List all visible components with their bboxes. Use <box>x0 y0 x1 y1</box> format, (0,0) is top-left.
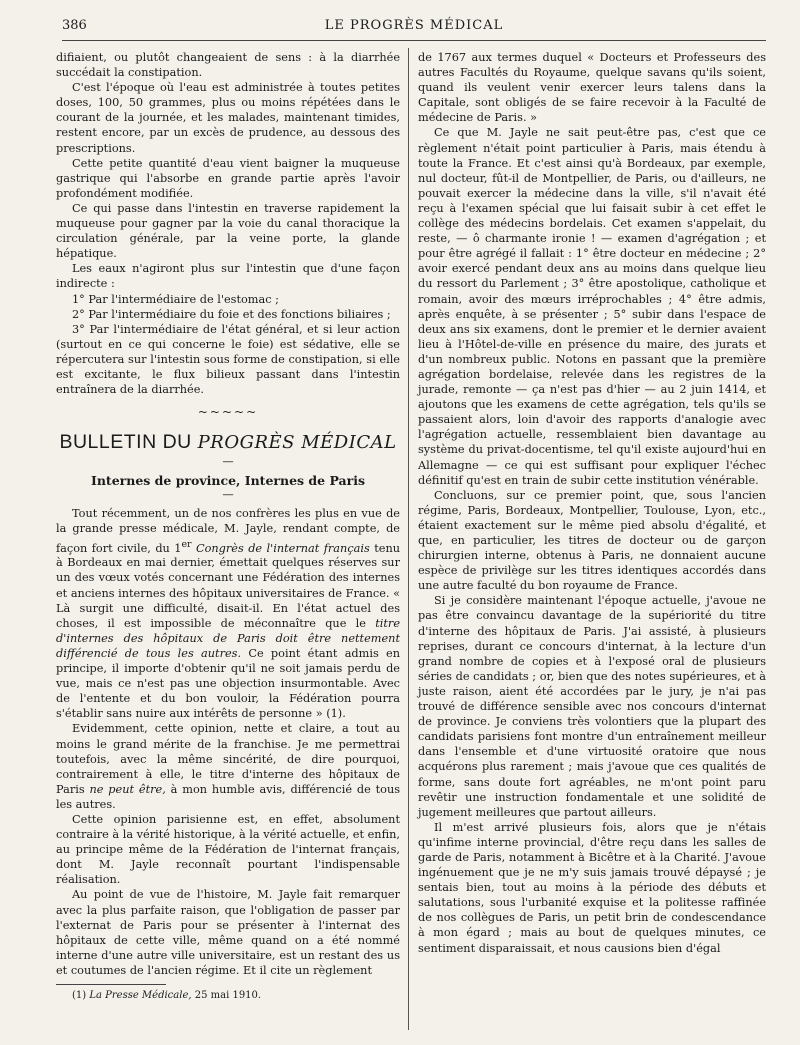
footnote <box>56 989 400 1002</box>
text-run: Evidemment, cette opinion, nette et claire, a tout au moins le grand mérite de la franchise. Je me permettrai toutefois, avec la même sincérité, de dire pourquoi, contrairement à elle, le titre d'interne des hôpitaux de Paris <box>56 722 400 796</box>
paragraph: Ce qui passe dans l'intestin en traverse rapidement la muqueuse pour gagner par la voie du canal thoracique la circulation générale, par la veine porte, la glande hépatique. <box>56 201 400 261</box>
text-run: à mon humble avis, différencié de tous les autres. <box>56 782 401 811</box>
paragraph: difiaient, ou plutôt changeaient de sens : à la diarrhée succédait la constipation. <box>56 51 400 80</box>
paragraph: Il m'est arrivé plusieurs fois, alors que je n'étais qu'infime interne provincial, d'être reçu dans les salles de garde de Paris, notamment à Bicêtre et à la Charité. J'avoue ingénuement que je ne m'y suis jamais trouvé dépaysé ; je sentais bien, tout au moins à la période des débuts et salutations, sous l'urbanité exquise et la politesse raffinée de nos collègues de Paris, un petit brin de condescendance à mon égard ; mais au bout de quelques minutes, ce sentiment disparaissait, et nous causions bien d'égal <box>418 820 766 955</box>
italic-text: Congrès de l'internat français <box>195 541 370 555</box>
paragraph: Si je considère maintenant l'époque actuelle, j'avoue ne pas être convaincu davantage de la supériorité du titre d'interne des hôpitaux de Paris. J'ai assisté, à plusieurs reprises, durant ce concours d'internat, à la lecture d'un grand nombre de copies et à l'exposé oral de plusieurs séries de candidats ; or, bien que des notes supérieures, et à juste raison, aient été accordées par le jury, je n'ai pas trouvé de différence sensible avec nos concours d'internat de province. Je conviens très volontiers que la plupart des candidats parisiens font montre d'un entraînement meilleur dans l'ensemble et d'une virtuosité oratoire que nous acquérons plus rarement ; mais j'avoue que ces qualités de forme, sans doute fort agréables, ne m'ont point paru revêtir une instruction fondamentale et une solidité de jugement meilleures que partout ailleurs. <box>418 594 766 819</box>
list-item: 3° Par l'intermédiaire de l'état général, et si leur action (surtout en ce qui concerne le foie) est sédative, elle se répercutera sur l'intestin sous forme de constipation, si elle est excitante, le flux bilieux passant dans l'intestin entraînera de la diarrhée. <box>56 322 400 397</box>
text-run: tenu à Bordeaux en mai dernier, émettait quelques réserves sur un des vœux votés concernant une Fédération des internes et anciens internes des hôpitaux universitaires de France. « Là surgit une difficulté, disait-il. En l'état actuel des choses, il est impossible de méconnaître que le <box>56 541 400 630</box>
heading-dash: — <box>222 488 234 502</box>
paragraph: de 1767 aux termes duquel « Docteurs et Professeurs des autres Facultés du Royaume, quelque savans qu'ils soient, quand ils veulent venir exercer leurs talens dans la Capitale, sont obligés de se faire recevoir à la Faculté de médecine de Paris. » <box>418 51 766 125</box>
bulletin-heading <box>56 430 400 455</box>
ornament-separator: ~~~~~ <box>197 405 259 420</box>
right-column <box>418 50 766 956</box>
italic-text: titre d'internes des hôpitaux de Paris doit être nettement différencié de tous les autres. <box>56 616 401 660</box>
list-item: 1° Par l'intermédiaire de l'estomac ; <box>72 292 279 306</box>
paragraph: Cette petite quantité d'eau vient baigner la muqueuse gastrique qui l'absorbe en grande partie après l'avoir profondément modifiée. <box>56 156 400 200</box>
text-run: Tout récemment, un de nos confrères les plus en vue de la grande presse médicale, M. Jayle, rendant compte, de façon fort civile, du 1 <box>56 507 400 555</box>
section-title: Internes de province, Internes de Paris <box>90 473 365 489</box>
paragraph <box>56 721 400 812</box>
text-run: 25 mai 1910. <box>194 990 262 1002</box>
running-title: LE PROGRÈS MÉDICAL <box>324 18 504 33</box>
paragraph: Les eaux n'agiront plus sur l'intestin que d'une façon indirecte : <box>56 262 400 291</box>
list-item: 2° Par l'intermédiaire du foie et des fonctions biliaires ; <box>72 307 391 321</box>
bulletin-heading-plain: BULLETIN DU <box>59 431 192 454</box>
italic-text: ne peut être, <box>89 782 166 796</box>
page-number: 386 <box>62 18 87 33</box>
paragraph: Ce que M. Jayle ne sait peut-être pas, c'est que ce règlement n'était point particulier à Paris, mais étendu à toute la France. Et c'est ainsi qu'à Bordeaux, par exemple, nul docteur, fût-il de Montpellier, de Paris, ou d'ailleurs, ne pouvait exercer la médecine dans la ville, s'il n'avait été reçu à l'examen spécial que lui faisait subir à cet effet le collège des médecins bordelais. Cet examen s'appelait, du reste, — ô charmante ironie ! — examen d'agrégation ; et pour être agrégé il fallait : 1° être docteur en médecine ; 2° avoir exercé pendant deux ans au moins dans quelque lieu du ressort du Parlement ; 3° être apostolique, catholique et romain, avoir des mœurs irréprochables ; 4° être admis, après enquête, à se présenter ; 5° subir dans l'espace de deux ans six examens, dont le premier et le dernier avaient lieu à l'Hôtel-de-ville en présence du maire, des jurats et d'un nombreux public. Notons en passant que la première agrégation bordelaise, relevée dans les registres de la jurade, remonte — ça n'est pas d'hier — au 2 juin 1414, et ajoutons que les examens de cette agrégation, tels qu'ils se passaient alors, loin d'avoir des rapports d'analogie avec l'agrégation actuelle, ressemblaient bien davantage au système du privat-docentisme, tel qu'il existe aujourd'hui en Allemagne — ce qui est suffisant pour expliquer l'échec définitif qu'est en train de subir cette institution vénérable. <box>418 126 766 487</box>
footnote-mark: (1) <box>72 990 87 1002</box>
column-divider <box>408 48 409 1030</box>
page-header <box>62 18 766 41</box>
paragraph: Au point de vue de l'histoire, M. Jayle fait remarquer avec la plus parfaite raison, que l'obligation de passer par l'externat de Paris pour se présenter à l'internat des hôpitaux de cette ville, même quand on a été nommé interne d'une autre ville universitaire, est un restant des us et coutumes de l'ancien régime. Et il cite un règlement <box>56 888 400 977</box>
text-run: Ce point étant admis en principe, il importe d'obtenir qu'il ne soit jamais perdu de vue, mais ce n'est pas une objection insurmontable. Avec de l'entente et du bon vouloir, la Fédération pourra s'établir sans nuire aux intérêts de personne » (1). <box>56 646 401 721</box>
paragraph: Cette opinion parisienne est, en effet, absolument contraire à la vérité historique, à la vérité actuelle, et enfin, au principe même de la Fédération de l'internat français, dont M. Jayle reconnaît pourtant l'indispensable réalisation. <box>56 812 400 887</box>
paragraph <box>56 506 400 721</box>
paragraph: Concluons, sur ce premier point, que, sous l'ancien régime, Paris, Bordeaux, Montpellier, Toulouse, Lyon, etc., étaient exactement sur le même pied absolu d'égalité, et que, en particulier, les titres de docteur ou de garçon chirurgien interne, obtenus à Paris, ne donnaient aucune espèce de privilège sur les titres identiques accordés dans une autre faculté du bon royaume de France. <box>418 488 766 593</box>
italic-text: La Presse Médicale, <box>89 990 192 1002</box>
bulletin-heading-italic: PROGRÈS MÉDICAL <box>197 432 397 454</box>
heading-dash: — <box>222 455 234 469</box>
footnote-rule <box>56 984 166 985</box>
superscript: er <box>181 538 192 550</box>
left-column <box>56 50 400 1002</box>
paragraph: C'est l'époque où l'eau est administrée à toutes petites doses, 100, 50 grammes, plus ou moins répétées dans le courant de la journée, et les malades, maintenant timides, restent encore, par un excès de prudence, au dessous des prescriptions. <box>56 81 400 155</box>
